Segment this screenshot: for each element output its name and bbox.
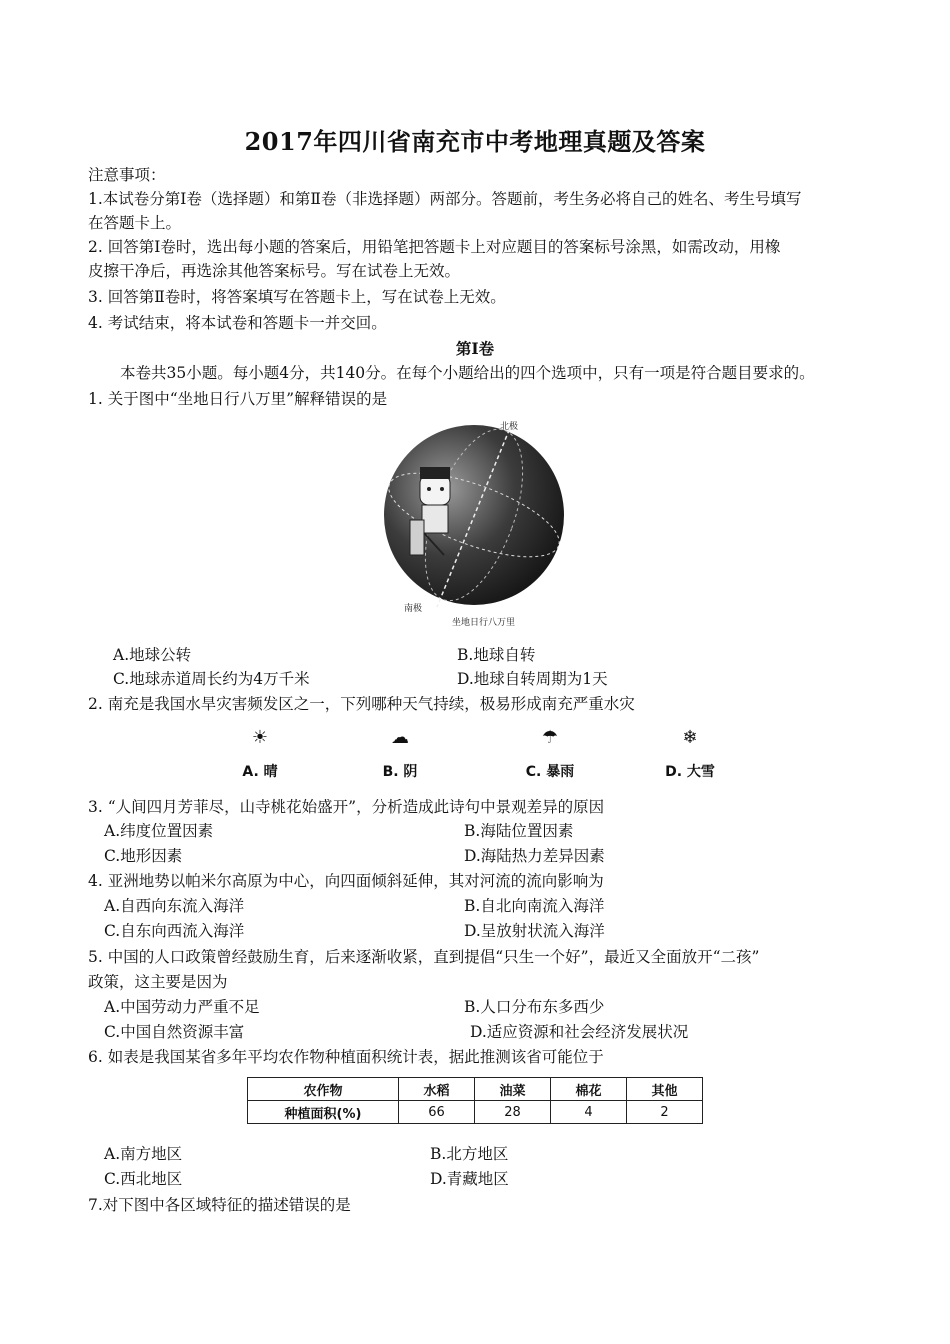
table-cell: 种植面积(%) xyxy=(248,1101,399,1124)
q5-option-d: D.适应资源和社会经济发展状况 xyxy=(470,1023,689,1041)
q2-stem: 2. 南充是我国水旱灾害频发区之一，下列哪种天气持续，极易形成南充严重水灾 xyxy=(88,695,635,713)
sun-icon: ☀ xyxy=(251,727,269,748)
q5-option-b: B.人口分布东多西少 xyxy=(464,998,605,1016)
rain-icon: ☂ xyxy=(541,727,559,748)
q4-option-b: B.自北向南流入海洋 xyxy=(464,897,605,915)
notice-line: 3. 回答第Ⅱ卷时，将答案填写在答题卡上，写在试卷上无效。 xyxy=(88,288,506,306)
weather-label: C. 暴雨 xyxy=(525,764,575,780)
q6-option-d: D.青藏地区 xyxy=(430,1170,509,1188)
q1-option-a: A.地球公转 xyxy=(113,646,192,664)
q4-option-d: D.呈放射状流入海洋 xyxy=(464,922,605,940)
snow-icon: ❄ xyxy=(682,727,698,748)
q4-option-c: C.自东向西流入海洋 xyxy=(104,922,245,940)
q1-option-c: C.地球赤道周长约为4万千米 xyxy=(113,670,310,688)
q4-option-a: A.自西向东流入海洋 xyxy=(104,897,245,915)
notice-line: 4. 考试结束，将本试卷和答题卡一并交回。 xyxy=(88,314,387,332)
q1-option-d: D.地球自转周期为1天 xyxy=(457,670,608,688)
table-cell: 66 xyxy=(399,1101,475,1124)
table-cell: 农作物 xyxy=(248,1078,399,1101)
section-intro: 本卷共35小题。每小题4分，共140分。在每个小题给出的四个选项中，只有一项是符合题目要求的。 xyxy=(120,364,815,382)
q1-stem: 1. 关于图中“坐地日行八万里”解释错误的是 xyxy=(88,390,388,408)
section-title: 第Ⅰ卷 xyxy=(455,339,495,358)
table-cell: 2 xyxy=(627,1101,703,1124)
weather-option-c xyxy=(500,725,600,781)
q3-option-d: D.海陆热力差异因素 xyxy=(464,847,605,865)
table-cell: 4 xyxy=(551,1101,627,1124)
q5-option-c: C.中国自然资源丰富 xyxy=(104,1023,245,1041)
cloud-icon: ☁ xyxy=(391,727,409,748)
table-header-row xyxy=(248,1078,703,1101)
crop-area-table xyxy=(247,1077,703,1124)
globe-caption: 坐地日行八万里 xyxy=(452,618,516,628)
q6-option-a: A.南方地区 xyxy=(104,1145,183,1163)
q3-option-c: C.地形因素 xyxy=(104,847,183,865)
weather-option-d xyxy=(640,725,740,781)
table-cell: 油菜 xyxy=(475,1078,551,1101)
weather-label: B. 阴 xyxy=(382,764,418,780)
q3-option-b: B.海陆位置因素 xyxy=(464,822,574,840)
south-pole-label: 南极 xyxy=(404,604,423,614)
weather-option-a xyxy=(210,725,310,781)
notice-line: 皮擦干净后，再选涂其他答案标号。写在试卷上无效。 xyxy=(88,262,461,280)
q3-option-a: A.纬度位置因素 xyxy=(104,822,214,840)
q5-stem-cont: 政策，这主要是因为 xyxy=(88,973,228,991)
table-cell: 28 xyxy=(475,1101,551,1124)
q3-stem: 3. “人间四月芳菲尽，山寺桃花始盛开”，分析造成此诗句中景观差异的原因 xyxy=(88,798,605,816)
table-cell: 水稻 xyxy=(399,1078,475,1101)
weather-options xyxy=(225,720,725,790)
globe-illustration xyxy=(382,415,572,635)
weather-option-b xyxy=(350,725,450,781)
notice-line: 2. 回答第Ⅰ卷时，选出每小题的答案后，用铅笔把答题卡上对应题目的答案标号涂黑，如需改动，用橡 xyxy=(88,238,781,256)
table-row xyxy=(248,1101,703,1124)
globe-figure xyxy=(382,415,572,635)
q1-option-b: B.地球自转 xyxy=(457,646,536,664)
weather-label: A. 晴 xyxy=(242,764,278,780)
page-title: 2017年四川省南充市中考地理真题及答案 xyxy=(244,127,706,156)
q7-stem: 7.对下图中各区域特征的描述错误的是 xyxy=(88,1196,351,1214)
table-cell: 其他 xyxy=(627,1078,703,1101)
q4-stem: 4. 亚洲地势以帕米尔高原为中心，向四面倾斜延伸，其对河流的流向影响为 xyxy=(88,872,604,890)
north-pole-label: 北极 xyxy=(500,422,519,432)
notice-line: 在答题卡上。 xyxy=(88,214,182,232)
notice-line: 1.本试卷分第Ⅰ卷（选择题）和第Ⅱ卷（非选择题）两部分。答题前，考生务必将自己的姓名、考生号填写 xyxy=(88,190,802,208)
q5-stem: 5. 中国的人口政策曾经鼓励生育，后来逐渐收紧，直到提倡“只生一个好”，最近又全面放开“二孩” xyxy=(88,948,760,966)
q5-option-a: A.中国劳动力严重不足 xyxy=(104,998,260,1016)
q6-stem: 6. 如表是我国某省多年平均农作物种植面积统计表，据此推测该省可能位于 xyxy=(88,1048,604,1066)
q6-option-b: B.北方地区 xyxy=(430,1145,509,1163)
weather-label: D. 大雪 xyxy=(665,764,715,780)
notice-heading: 注意事项： xyxy=(88,166,166,184)
table-cell: 棉花 xyxy=(551,1078,627,1101)
q6-option-c: C.西北地区 xyxy=(104,1170,183,1188)
